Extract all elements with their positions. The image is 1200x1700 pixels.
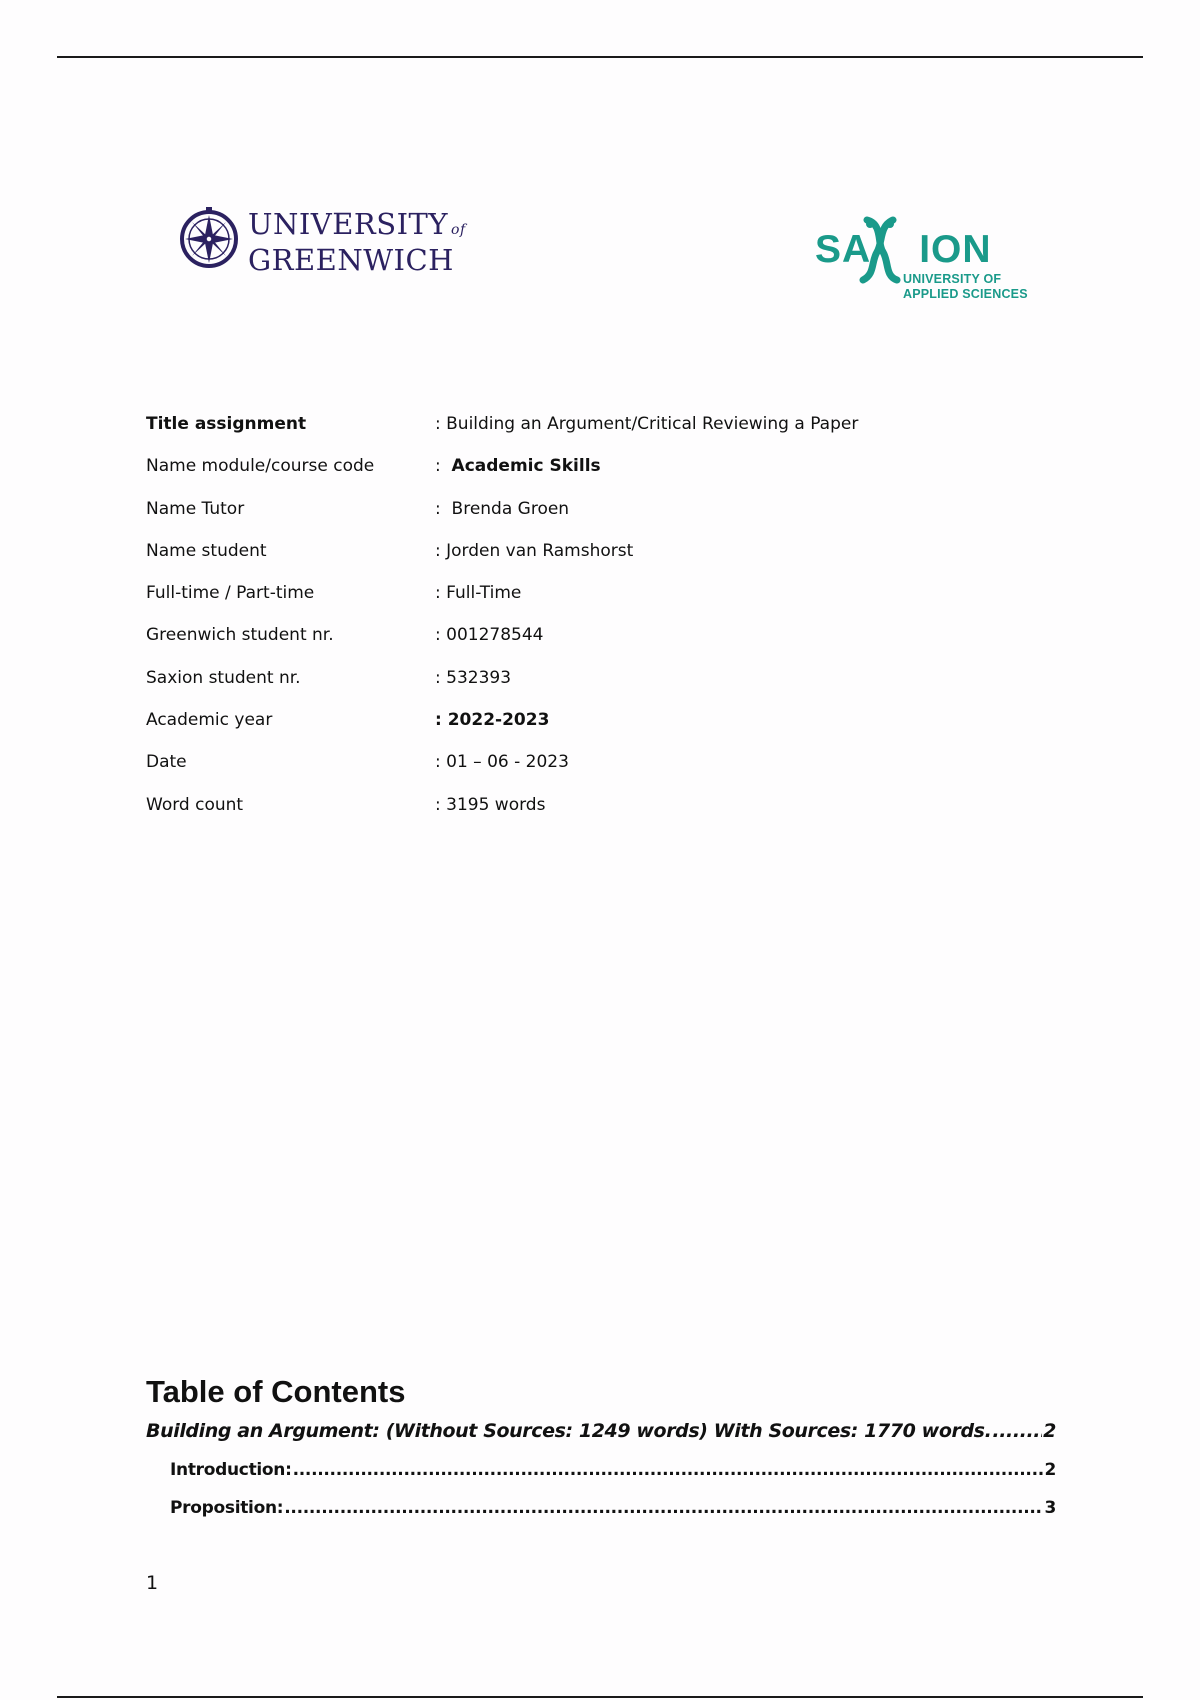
saxion-subtitle	[903, 272, 1028, 302]
assignment-info	[146, 413, 1046, 836]
toc-title: Table of Contents	[146, 1374, 406, 1409]
toc-entry-building-argument[interactable]	[146, 1420, 1056, 1460]
info-label: Academic year	[146, 710, 273, 731]
compass-emblem-icon	[178, 205, 240, 271]
info-value: : Jorden van Ramshorst	[435, 540, 634, 561]
toc-entry-page: 3	[1044, 1498, 1056, 1518]
toc-entry-text: Building an Argument: (Without Sources: 1249 words) With Sources: 1770 words.	[146, 1420, 992, 1442]
greenwich-of: of	[451, 222, 466, 238]
info-value: : 01 – 06 - 2023	[435, 752, 569, 773]
info-row-date	[146, 751, 1046, 793]
info-value: : Building an Argument/Critical Reviewing a Paper	[435, 414, 859, 434]
info-label: Full-time / Part-time	[146, 583, 315, 604]
info-value-text: Academic Skills	[451, 456, 601, 477]
info-separator: :	[435, 456, 452, 477]
info-label: Saxion student nr.	[146, 667, 301, 688]
info-row-fulltime	[146, 582, 1046, 624]
info-row-academic-year	[146, 709, 1046, 751]
info-value: : 2022-2023	[435, 710, 550, 731]
info-value: : Brenda Groen	[435, 498, 570, 519]
greenwich-wordmark	[248, 209, 466, 275]
info-row-module	[146, 455, 1046, 497]
info-row-word-count	[146, 794, 1046, 836]
saxion-x-mark-icon	[853, 214, 905, 286]
saxion-sub-line2: APPLIED SCIENCES	[903, 287, 1028, 301]
info-value	[435, 455, 601, 477]
toc-entry-text: Introduction:	[170, 1460, 292, 1480]
info-label: Name Tutor	[146, 498, 245, 519]
toc-entry-proposition[interactable]	[170, 1498, 1056, 1536]
info-row-greenwich-nr	[146, 624, 1046, 666]
table-of-contents	[146, 1372, 1056, 1536]
info-label: Date	[146, 752, 187, 773]
greenwich-logo	[178, 205, 466, 277]
info-label: Title assignment	[146, 414, 307, 434]
info-row-student	[146, 540, 1046, 582]
info-value: : Full-Time	[435, 583, 522, 604]
info-label: Word count	[146, 794, 244, 815]
info-value: : 001278544	[435, 625, 544, 646]
info-label: Name module/course code	[146, 456, 375, 477]
toc-entry-text: Proposition:	[170, 1498, 284, 1518]
toc-entry-introduction[interactable]	[170, 1460, 1056, 1498]
toc-entry-page: 2	[1043, 1420, 1056, 1442]
greenwich-line2: GREENWICH	[248, 243, 454, 277]
saxion-wordmark: SA ION	[815, 228, 992, 271]
info-row-saxion-nr	[146, 667, 1046, 709]
footer-rule	[57, 1696, 1143, 1698]
greenwich-line1: UNIVERSITY	[248, 207, 449, 241]
saxion-logo	[815, 212, 1035, 307]
page-number: 1	[146, 1572, 159, 1594]
info-row-tutor	[146, 498, 1046, 540]
info-value: : 532393	[435, 667, 512, 688]
info-label: Greenwich student nr.	[146, 625, 334, 646]
info-label: Name student	[146, 540, 267, 561]
header-rule	[57, 56, 1143, 58]
info-value: : 3195 words	[435, 794, 546, 815]
info-row-title	[146, 413, 1046, 455]
saxion-sub-line1: UNIVERSITY OF	[903, 272, 1002, 286]
toc-entry-page: 2	[1044, 1460, 1056, 1480]
